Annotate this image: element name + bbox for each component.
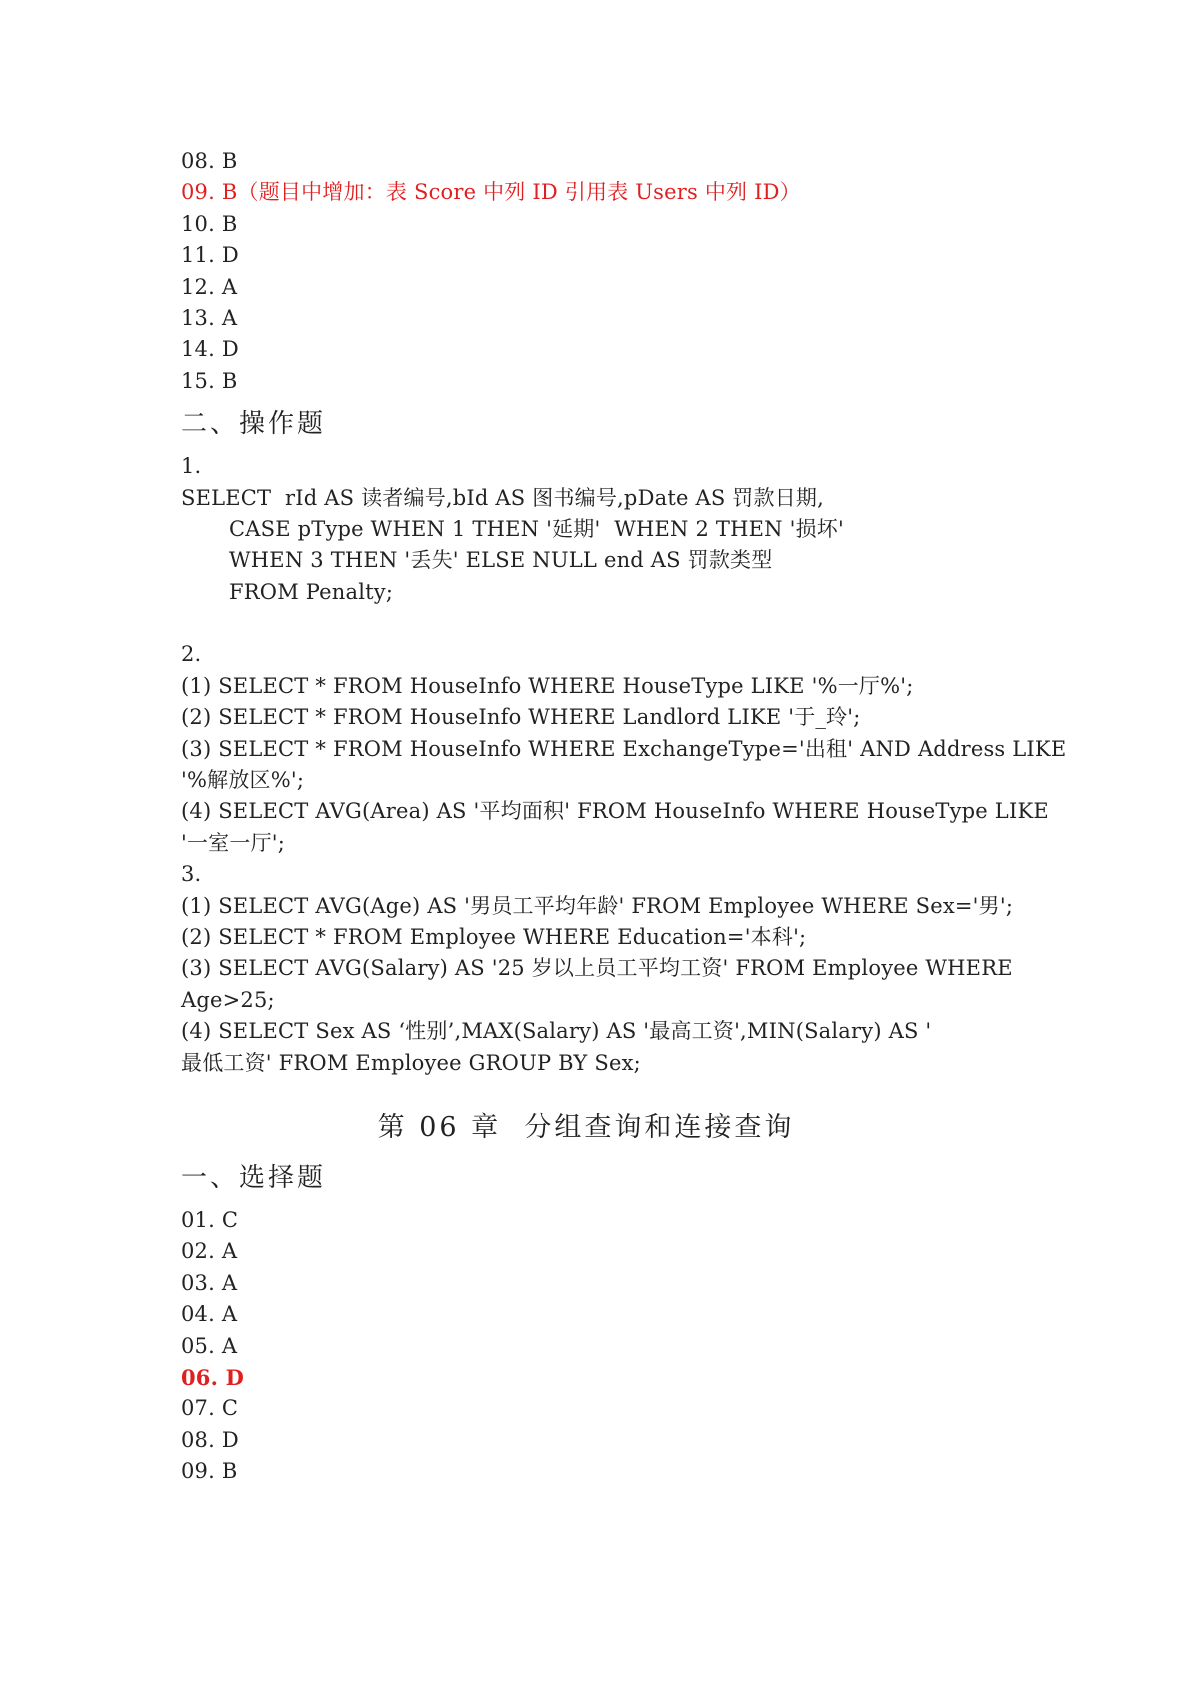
answer-item: 05. A xyxy=(181,1333,238,1358)
question-2 xyxy=(181,639,1067,859)
code-line: (2) SELECT * FROM Employee WHERE Education='本科'; xyxy=(181,924,807,949)
answer-item: 09. B xyxy=(181,1459,238,1484)
code-line: 最低工资' FROM Employee GROUP BY Sex; xyxy=(181,1050,641,1075)
answer-item: 15. B xyxy=(181,368,238,393)
code-line: (1) SELECT AVG(Age) AS '男员工平均年龄' FROM Employee WHERE Sex='男'; xyxy=(181,893,1014,918)
code-line: (2) SELECT * FROM HouseInfo WHERE Landlord LIKE '于_玲'; xyxy=(181,705,861,730)
page-content xyxy=(181,146,1067,1487)
spacer xyxy=(181,608,1031,639)
code-line: WHEN 3 THEN '丢失' ELSE NULL end AS 罚款类型 xyxy=(229,548,773,573)
code-line: SELECT rId AS 读者编号,bId AS 图书编号,pDate AS 罚款日期, xyxy=(181,485,824,510)
code-line: (4) SELECT AVG(Area) AS '平均面积' FROM HouseInfo WHERE HouseType LIKE xyxy=(181,799,1049,824)
answer-list-b xyxy=(181,1205,1031,1488)
answer-item: 11. D xyxy=(181,243,239,268)
code-line: (1) SELECT * FROM HouseInfo WHERE HouseType LIKE '%一厅%'; xyxy=(181,673,914,698)
answer-item: 03. A xyxy=(181,1270,238,1295)
answer-item: 04. A xyxy=(181,1302,238,1327)
answer-item: 07. C xyxy=(181,1396,239,1421)
answer-item: 01. C xyxy=(181,1207,239,1232)
chapter-title: 第 06 章 分组查询和连接查询 xyxy=(377,1111,795,1143)
question-3 xyxy=(181,859,1031,1079)
code-line: '一室一厅'; xyxy=(181,830,286,855)
section-heading-choice: 一、选择题 xyxy=(181,1162,327,1193)
question-number: 3. xyxy=(181,862,202,887)
code-line: (4) SELECT Sex AS ‘性别’,MAX(Salary) AS '最高工资',MIN(Salary) AS ' xyxy=(181,1019,932,1044)
question-1 xyxy=(181,451,1031,608)
answer-item: 10. B xyxy=(181,211,238,236)
answer-item-highlight: 09. B（题目中增加：表 Score 中列 ID 引用表 Users 中列 ID） xyxy=(181,180,801,205)
code-line: FROM Penalty; xyxy=(229,579,394,604)
answer-item: 14. D xyxy=(181,337,239,362)
answer-item: 12. A xyxy=(181,274,238,299)
answer-item: 08. B xyxy=(181,149,238,173)
code-line: CASE pType WHEN 1 THEN '延期' WHEN 2 THEN '损坏' xyxy=(229,516,844,541)
answer-list-a xyxy=(181,146,1031,397)
question-number: 2. xyxy=(181,642,202,667)
answer-item: 13. A xyxy=(181,305,238,330)
question-number: 1. xyxy=(181,454,202,479)
answer-item-highlight: 06. D xyxy=(181,1364,245,1390)
code-line: (3) SELECT * FROM HouseInfo WHERE ExchangeType='出租' AND Address LIKE xyxy=(181,736,1067,761)
code-line: (3) SELECT AVG(Salary) AS '25 岁以上员工平均工资' FROM Employee WHERE xyxy=(181,956,1013,981)
code-line: Age>25; xyxy=(181,987,275,1012)
answer-item: 02. A xyxy=(181,1239,238,1264)
section-heading-operations: 二、操作题 xyxy=(181,409,327,440)
code-line: '%解放区%'; xyxy=(181,768,305,793)
answer-item: 08. D xyxy=(181,1427,239,1452)
